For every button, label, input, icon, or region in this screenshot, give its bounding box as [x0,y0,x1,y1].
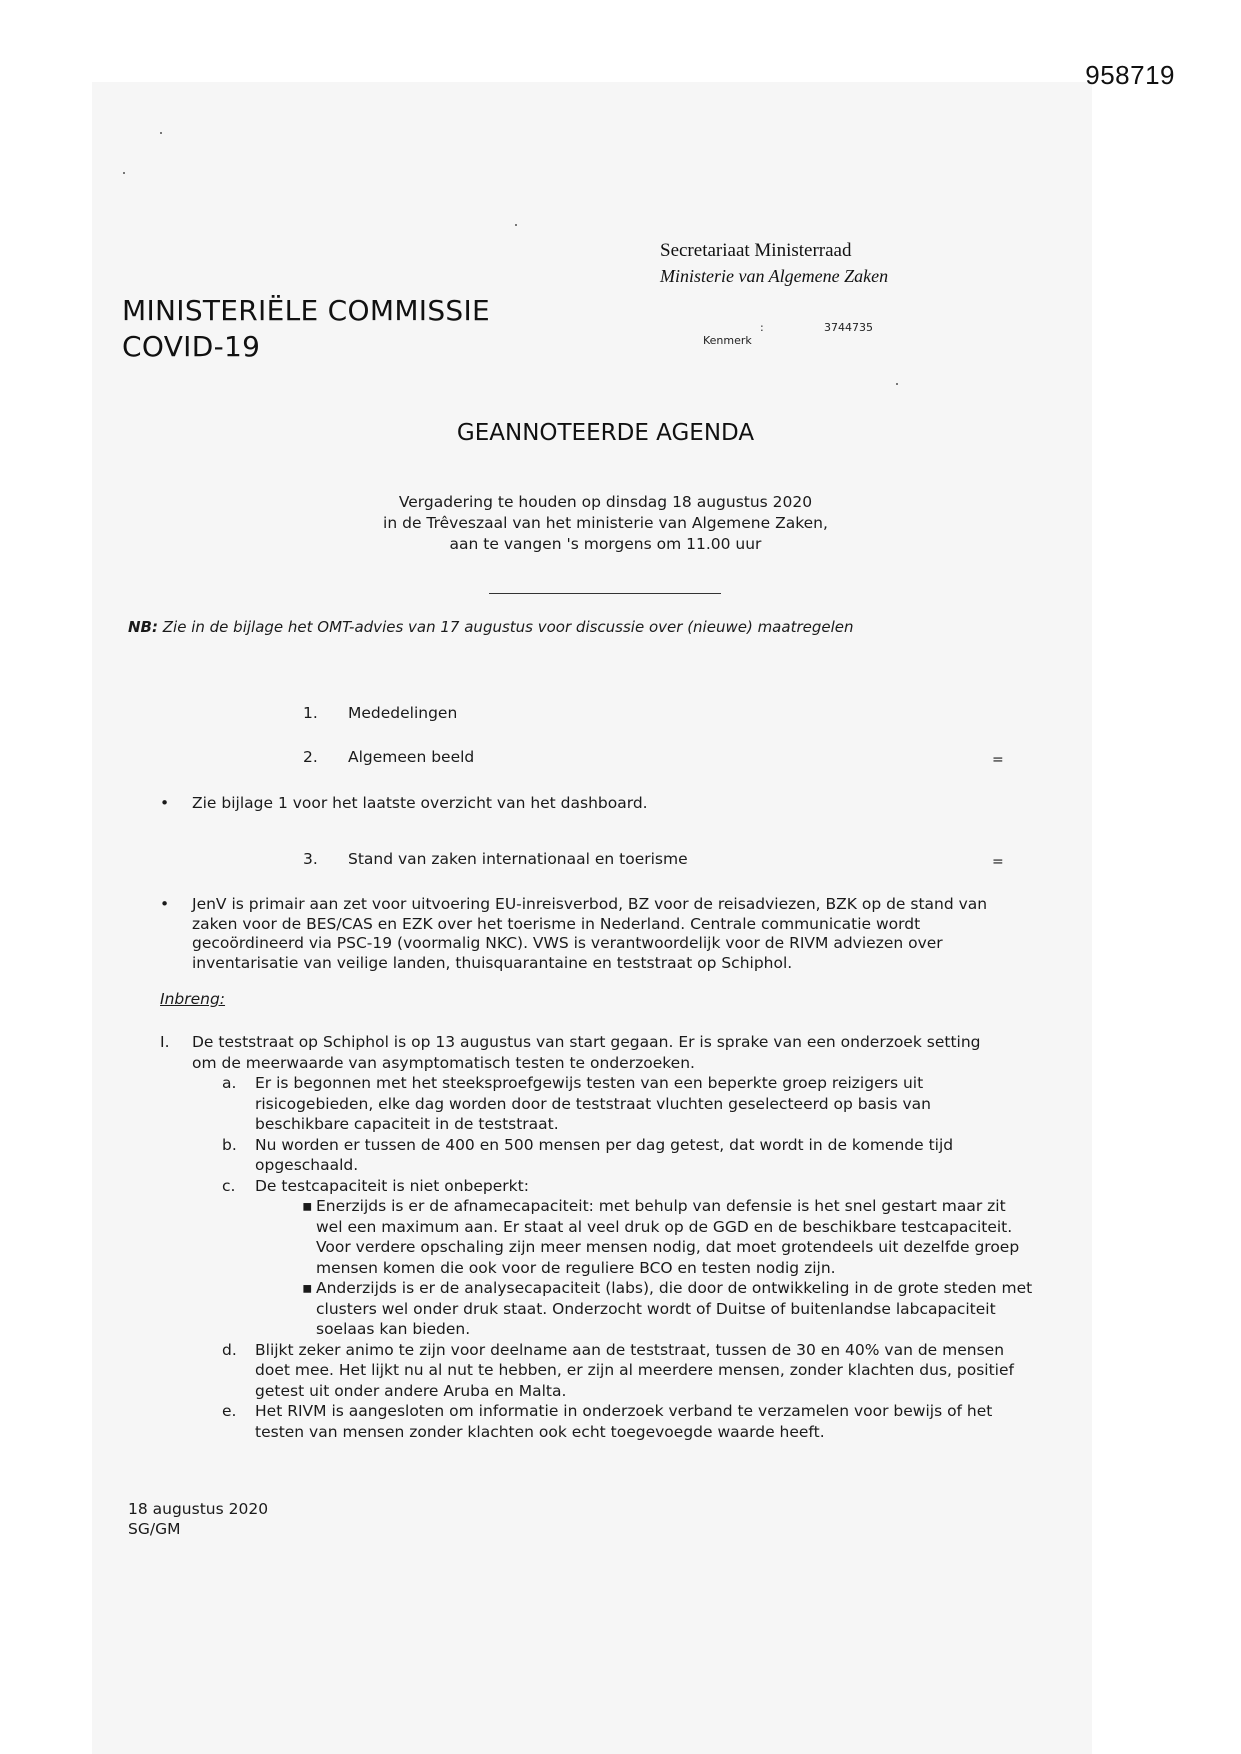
letterhead [660,238,888,288]
inbreng-heading: Inbreng: [160,990,226,1008]
footer-date: 18 augustus 2020 [128,1500,269,1518]
agenda-item-label: Stand van zaken internationaal en toerisme [348,850,688,868]
bullet-text: JenV is primair aan zet voor uitvoering EU-inreisverbod, BZ voor de reisadviezen, BZK op de stand van zaken voor de BES/CAS en EZK over het toerisme in Nederland. Centrale communicatie wordt gecoördineerd via PSC-19 (voormalig NKC). VWS is verantwoordelijk voor de RIVM adviezen over inventarisatie van veilige landen, thuisquarantaine en teststraat op Schiphol. [192,895,988,972]
bullet-dot: • [160,895,170,913]
kenmerk-label: Kenmerk [703,334,752,347]
meeting-details [0,492,1211,555]
sub-item-text: De testcapaciteit is niet onbeperkt: [255,1176,529,1195]
section-intro: De teststraat op Schiphol is op 13 augustus van start gegaan. Er is sprake van een onderzoek setting om de meerwaarde van asymptomatisch testen te onderzoeken. [192,1033,981,1072]
agenda-item [303,704,457,722]
ministerie-label: Ministerie van Algemene Zaken [660,266,889,286]
nb-text: Zie in de bijlage het OMT-advies van 17 augustus voor discussie over (nieuwe) maatregelen [158,618,854,636]
nb-label: NB: [128,618,158,636]
sub-item [160,1073,1135,1135]
agenda-item-mark: = [992,752,1004,768]
document-number: 958719 [1085,60,1175,90]
agenda-item-label: Algemeen beeld [348,748,475,766]
agenda-item-number: 3. [303,850,318,868]
kenmerk-separator: : [760,321,764,334]
sub-item-letter: b. [222,1135,237,1154]
capacity-subitem [160,1278,1182,1340]
sub-item [160,1401,1135,1442]
commission-title [122,293,490,365]
kenmerk-line [696,321,873,373]
agenda-item-number: 2. [303,748,318,766]
bullet-text: Zie bijlage 1 voor het laatste overzicht van het dashboard. [192,794,648,812]
agenda-item-number: 1. [303,704,318,722]
capacity-subitem [160,1196,1182,1278]
kenmerk-value: 3744735 [824,321,873,334]
sub-item-letter: d. [222,1340,237,1359]
capacity-subitem-text: Enerzijds is er de afnamecapaciteit: met behulp van defensie is het snel gestart maar zit wel een maximum aan. Er staat al veel druk op de GGD en de beschikbare testcapaciteit. Voor verdere opschaling zijn meer mensen nodig, dat moet grotendeels uit dezelfde groep mensen komen die ook voor de reguliere BCO en testen nodig zijn. [316,1197,1020,1277]
sub-item [160,1176,1135,1197]
bullet-dot: • [160,794,170,812]
agenda-title: GEANNOTEERDE AGENDA [456,420,755,446]
section-numeral: I. [160,1033,170,1051]
scan-speck [123,172,125,174]
square-bullet: ▪ [302,1197,313,1215]
footer-code: SG/GM [128,1519,181,1538]
scan-speck [515,224,517,226]
sub-item-text: Er is begonnen met het steeksproefgewijs testen van een beperkte groep reizigers uit risicogebieden, elke dag worden door de teststraat vluchten geselecteerd op basis van beschikbare capaciteit in de teststraat. [255,1074,931,1133]
sub-item-text: Het RIVM is aangesloten om informatie in onderzoek verband te verzamelen voor bewijs of het testen van mensen zonder klachten ook echt toegevoegde waarde heeft. [255,1402,993,1441]
footer [128,1500,268,1539]
nb-note [128,618,854,636]
agenda-item [303,748,474,766]
commission-title-line2: COVID-19 [122,330,261,363]
meeting-line1: Vergadering te houden op dinsdag 18 augustus 2020 [398,493,813,511]
separator-line [489,593,721,594]
capacity-subitem-text: Anderzijds is er de analysecapaciteit (labs), die door de ontwikkeling in de grote steden met clusters wel onder druk staat. Onderzocht wordt of Duitse of buitenlandse labcapaciteit soelaas kan bieden. [316,1279,1033,1338]
sub-item-letter: a. [222,1074,237,1092]
agenda-item [303,850,688,868]
square-bullet: ▪ [302,1279,313,1297]
sub-item [160,1135,1135,1176]
sub-item [160,1340,1135,1402]
meeting-line2: in de Trêveszaal van het ministerie van Algemene Zaken, [383,514,828,532]
meeting-line3: aan te vangen 's morgens om 11.00 uur [449,535,762,553]
scan-speck [896,383,898,385]
sub-item-text: Blijkt zeker animo te zijn voor deelname aan de teststraat, tussen de 30 en 40% van de mensen doet mee. Het lijkt nu al nut te hebben, er zijn al meerdere mensen, zonder klachten dus, positief getest uit onder andere Aruba en Malta. [255,1340,1014,1400]
sub-item-text: Nu worden er tussen de 400 en 500 mensen per dag getest, dat wordt in de komende tijd opgeschaald. [255,1135,954,1174]
agenda-item-label: Mededelingen [348,704,458,722]
inbreng-section [160,1032,1033,1442]
secretariaat-label: Secretariaat Ministerraad [660,240,852,261]
scan-speck [160,132,162,134]
commission-title-line1: MINISTERIËLE COMMISSIE [122,294,491,327]
agenda-item-mark: = [992,854,1004,870]
sub-item-letter: c. [222,1176,236,1195]
sub-item-letter: e. [222,1402,237,1420]
